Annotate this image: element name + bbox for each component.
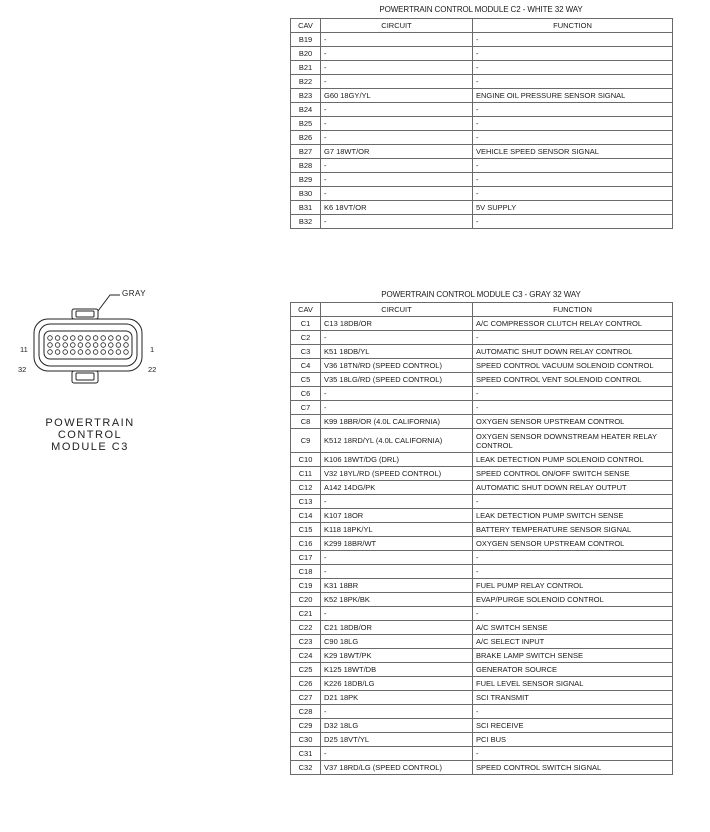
cell-circuit: -: [321, 215, 473, 229]
table-c2-title: POWERTRAIN CONTROL MODULE C2 - WHITE 32 WAY: [379, 5, 583, 14]
pin-number-top-right: 1: [150, 345, 155, 354]
cell-circuit: -: [321, 747, 473, 761]
connector-name-line-1: POWERTRAIN: [45, 417, 135, 429]
cell-circuit: K106 18WT/DG (DRL): [321, 453, 473, 467]
cell-circuit: G7 18WT/OR: [321, 145, 473, 159]
cell-circuit: K299 18BR/WT: [321, 537, 473, 551]
cell-cav: B21: [291, 61, 321, 75]
cell-function: -: [473, 387, 673, 401]
cell-cav: C4: [291, 359, 321, 373]
table-row: [291, 761, 673, 775]
cell-function: FUEL LEVEL SENSOR SIGNAL: [473, 677, 673, 691]
cell-cav: C16: [291, 537, 321, 551]
table-row: [291, 187, 673, 201]
cell-circuit: -: [321, 387, 473, 401]
cell-circuit: K52 18PK/BK: [321, 593, 473, 607]
cell-function: -: [473, 607, 673, 621]
cell-function: -: [473, 117, 673, 131]
cell-function: -: [473, 187, 673, 201]
table-row: [291, 495, 673, 509]
bottom-latch-inner: [76, 373, 94, 380]
cell-cav: B25: [291, 117, 321, 131]
table-row: [291, 621, 673, 635]
cell-circuit: -: [321, 187, 473, 201]
pin-hole: [93, 350, 98, 355]
table-header-row: [291, 303, 673, 317]
pin-hole: [55, 350, 60, 355]
cell-circuit: D32 18LG: [321, 719, 473, 733]
cell-cav: C18: [291, 565, 321, 579]
cell-cav: C32: [291, 761, 321, 775]
table-row: [291, 345, 673, 359]
pin-hole: [124, 336, 129, 341]
cell-circuit: K107 18OR: [321, 509, 473, 523]
cell-function: SPEED CONTROL VENT SOLENOID CONTROL: [473, 373, 673, 387]
cell-function: -: [473, 131, 673, 145]
cell-circuit: -: [321, 551, 473, 565]
cell-function: -: [473, 565, 673, 579]
table-c2-body: [291, 33, 673, 229]
cell-cav: C21: [291, 607, 321, 621]
cell-circuit: -: [321, 75, 473, 89]
cell-function: GENERATOR SOURCE: [473, 663, 673, 677]
cell-circuit: K118 18PK/YL: [321, 523, 473, 537]
table-row: [291, 117, 673, 131]
pin-hole: [86, 350, 91, 355]
connector-shell-inner: [39, 324, 137, 366]
cell-cav: B19: [291, 33, 321, 47]
table-c2: [290, 18, 673, 229]
cell-cav: B24: [291, 103, 321, 117]
pin-holes: [48, 336, 129, 355]
cell-circuit: -: [321, 117, 473, 131]
cell-function: SCI TRANSMIT: [473, 691, 673, 705]
cell-circuit: K512 18RD/YL (4.0L CALIFORNIA): [321, 429, 473, 453]
header-function: FUNCTION: [473, 303, 673, 317]
cell-circuit: C21 18DB/OR: [321, 621, 473, 635]
pin-hole: [109, 350, 114, 355]
table-row: [291, 579, 673, 593]
cell-cav: C10: [291, 453, 321, 467]
table-row: [291, 663, 673, 677]
cell-function: VEHICLE SPEED SENSOR SIGNAL: [473, 145, 673, 159]
cell-circuit: V35 18LG/RD (SPEED CONTROL): [321, 373, 473, 387]
connector-color-label: GRAY: [122, 289, 147, 298]
table-row: [291, 429, 673, 453]
cell-cav: C12: [291, 481, 321, 495]
table-row: [291, 523, 673, 537]
cell-circuit: D21 18PK: [321, 691, 473, 705]
table-row: [291, 159, 673, 173]
cell-cav: C2: [291, 331, 321, 345]
cell-cav: B23: [291, 89, 321, 103]
table-row: [291, 331, 673, 345]
cell-function: EVAP/PURGE SOLENOID CONTROL: [473, 593, 673, 607]
cell-function: -: [473, 495, 673, 509]
table-row: [291, 33, 673, 47]
cell-function: A/C COMPRESSOR CLUTCH RELAY CONTROL: [473, 317, 673, 331]
pin-number-top-left: 11: [20, 345, 28, 354]
cell-circuit: K6 18VT/OR: [321, 201, 473, 215]
pin-hole: [124, 350, 129, 355]
cell-function: OXYGEN SENSOR UPSTREAM CONTROL: [473, 537, 673, 551]
cell-cav: C24: [291, 649, 321, 663]
pin-hole: [78, 336, 83, 341]
table-row: [291, 691, 673, 705]
cell-cav: B32: [291, 215, 321, 229]
table-row: [291, 467, 673, 481]
cell-function: LEAK DETECTION PUMP SWITCH SENSE: [473, 509, 673, 523]
cell-function: A/C SELECT INPUT: [473, 635, 673, 649]
pin-hole: [101, 350, 106, 355]
pin-hole: [71, 336, 76, 341]
table-c3-title: POWERTRAIN CONTROL MODULE C3 - GRAY 32 WAY: [381, 290, 581, 299]
table-row: [291, 453, 673, 467]
table-row: [291, 47, 673, 61]
cell-function: FUEL PUMP RELAY CONTROL: [473, 579, 673, 593]
header-function: FUNCTION: [473, 19, 673, 33]
cell-circuit: V32 18YL/RD (SPEED CONTROL): [321, 467, 473, 481]
table-c3: [290, 302, 673, 775]
cell-cav: C23: [291, 635, 321, 649]
table-row: [291, 61, 673, 75]
cell-circuit: -: [321, 159, 473, 173]
pin-hole: [71, 343, 76, 348]
cell-cav: C5: [291, 373, 321, 387]
table-row: [291, 537, 673, 551]
header-circuit: CIRCUIT: [321, 303, 473, 317]
cell-function: -: [473, 747, 673, 761]
cell-cav: B22: [291, 75, 321, 89]
cell-circuit: -: [321, 47, 473, 61]
table-row: [291, 387, 673, 401]
cell-function: -: [473, 173, 673, 187]
cell-function: -: [473, 33, 673, 47]
pin-hole: [124, 343, 129, 348]
cell-function: OXYGEN SENSOR UPSTREAM CONTROL: [473, 415, 673, 429]
table-row: [291, 635, 673, 649]
cell-function: A/C SWITCH SENSE: [473, 621, 673, 635]
cell-circuit: G60 18GY/YL: [321, 89, 473, 103]
pin-hole: [78, 350, 83, 355]
cell-cav: C7: [291, 401, 321, 415]
cell-function: -: [473, 103, 673, 117]
cell-cav: C31: [291, 747, 321, 761]
table-row: [291, 401, 673, 415]
cell-cav: B29: [291, 173, 321, 187]
pin-hole: [48, 350, 53, 355]
cell-function: -: [473, 61, 673, 75]
cell-cav: C6: [291, 387, 321, 401]
pin-hole: [116, 350, 121, 355]
cavity-block: [44, 331, 132, 359]
cell-circuit: -: [321, 331, 473, 345]
pin-hole: [93, 343, 98, 348]
pin-number-bottom-left: 32: [18, 365, 27, 374]
cell-cav: C28: [291, 705, 321, 719]
cell-cav: B31: [291, 201, 321, 215]
gray-leader-line: [98, 295, 120, 311]
cell-cav: C8: [291, 415, 321, 429]
cell-function: BRAKE LAMP SWITCH SENSE: [473, 649, 673, 663]
pin-hole: [78, 343, 83, 348]
pin-hole: [86, 343, 91, 348]
header-circuit: CIRCUIT: [321, 19, 473, 33]
cell-circuit: D25 18VT/YL: [321, 733, 473, 747]
cell-cav: C13: [291, 495, 321, 509]
pin-hole: [86, 336, 91, 341]
table-row: [291, 481, 673, 495]
cell-cav: C9: [291, 429, 321, 453]
pin-hole: [93, 336, 98, 341]
table-row: [291, 607, 673, 621]
cell-cav: B20: [291, 47, 321, 61]
cell-circuit: -: [321, 33, 473, 47]
cell-function: -: [473, 159, 673, 173]
cell-cav: B27: [291, 145, 321, 159]
cell-cav: C17: [291, 551, 321, 565]
cell-cav: C14: [291, 509, 321, 523]
cell-function: PCI BUS: [473, 733, 673, 747]
cell-cav: C22: [291, 621, 321, 635]
cell-circuit: -: [321, 61, 473, 75]
pin-hole: [55, 336, 60, 341]
cell-cav: C20: [291, 593, 321, 607]
cell-circuit: -: [321, 401, 473, 415]
cell-cav: B26: [291, 131, 321, 145]
pin-hole: [48, 336, 53, 341]
cell-function: AUTOMATIC SHUT DOWN RELAY OUTPUT: [473, 481, 673, 495]
cell-circuit: -: [321, 131, 473, 145]
pin-hole: [116, 336, 121, 341]
cell-circuit: -: [321, 495, 473, 509]
table-row: [291, 131, 673, 145]
table-row: [291, 509, 673, 523]
connector-c3-diagram: [10, 283, 170, 413]
cell-function: -: [473, 331, 673, 345]
cell-function: LEAK DETECTION PUMP SOLENOID CONTROL: [473, 453, 673, 467]
cell-circuit: K29 18WT/PK: [321, 649, 473, 663]
table-row: [291, 415, 673, 429]
cell-cav: C11: [291, 467, 321, 481]
cell-function: -: [473, 47, 673, 61]
table-row: [291, 173, 673, 187]
table-row: [291, 89, 673, 103]
header-cav: CAV: [291, 303, 321, 317]
table-row: [291, 565, 673, 579]
cell-function: AUTOMATIC SHUT DOWN RELAY CONTROL: [473, 345, 673, 359]
table-row: [291, 719, 673, 733]
pin-hole: [101, 343, 106, 348]
pin-hole: [63, 336, 68, 341]
pin-hole: [55, 343, 60, 348]
cell-function: BATTERY TEMPERATURE SENSOR SIGNAL: [473, 523, 673, 537]
table-row: [291, 551, 673, 565]
cell-circuit: K51 18DB/YL: [321, 345, 473, 359]
cell-circuit: V37 18RD/LG (SPEED CONTROL): [321, 761, 473, 775]
connector-name-line-3: MODULE C3: [51, 441, 129, 453]
cell-circuit: C13 18DB/OR: [321, 317, 473, 331]
table-row: [291, 103, 673, 117]
cell-function: -: [473, 551, 673, 565]
cell-circuit: K31 18BR: [321, 579, 473, 593]
cell-cav: C27: [291, 691, 321, 705]
table-row: [291, 705, 673, 719]
table-row: [291, 593, 673, 607]
cell-cav: C19: [291, 579, 321, 593]
cell-circuit: -: [321, 173, 473, 187]
pin-hole: [101, 336, 106, 341]
cell-function: 5V SUPPLY: [473, 201, 673, 215]
cell-cav: B30: [291, 187, 321, 201]
cell-circuit: C90 18LG: [321, 635, 473, 649]
cell-circuit: K125 18WT/DB: [321, 663, 473, 677]
cell-function: -: [473, 705, 673, 719]
cell-function: SPEED CONTROL VACUUM SOLENOID CONTROL: [473, 359, 673, 373]
cell-circuit: -: [321, 705, 473, 719]
cell-cav: C3: [291, 345, 321, 359]
cell-cav: C30: [291, 733, 321, 747]
cell-circuit: K99 18BR/OR (4.0L CALIFORNIA): [321, 415, 473, 429]
table-row: [291, 649, 673, 663]
table-row: [291, 75, 673, 89]
connector-shell: [34, 319, 142, 371]
cell-function: ENGINE OIL PRESSURE SENSOR SIGNAL: [473, 89, 673, 103]
table-row: [291, 215, 673, 229]
table-row: [291, 733, 673, 747]
table-row: [291, 373, 673, 387]
cell-function: SPEED CONTROL SWITCH SIGNAL: [473, 761, 673, 775]
cell-cav: C15: [291, 523, 321, 537]
cell-function: OXYGEN SENSOR DOWNSTREAM HEATER RELAY CONTROL: [473, 429, 673, 453]
cell-circuit: -: [321, 565, 473, 579]
table-row: [291, 677, 673, 691]
table-header-row: [291, 19, 673, 33]
cell-function: SPEED CONTROL ON/OFF SWITCH SENSE: [473, 467, 673, 481]
table-c3-body: [291, 317, 673, 775]
cell-cav: C25: [291, 663, 321, 677]
pin-hole: [63, 350, 68, 355]
cell-circuit: -: [321, 607, 473, 621]
cell-circuit: V36 18TN/RD (SPEED CONTROL): [321, 359, 473, 373]
pin-hole: [48, 343, 53, 348]
header-cav: CAV: [291, 19, 321, 33]
cell-function: SCI RECEIVE: [473, 719, 673, 733]
table-row: [291, 145, 673, 159]
cell-function: -: [473, 215, 673, 229]
cell-circuit: K226 18DB/LG: [321, 677, 473, 691]
pin-hole: [71, 350, 76, 355]
cell-function: -: [473, 401, 673, 415]
cell-circuit: A142 14DG/PK: [321, 481, 473, 495]
cell-cav: C1: [291, 317, 321, 331]
table-row: [291, 359, 673, 373]
cell-circuit: -: [321, 103, 473, 117]
connector-name-line-2: CONTROL: [57, 429, 123, 441]
table-row: [291, 201, 673, 215]
pin-hole: [116, 343, 121, 348]
cell-cav: B28: [291, 159, 321, 173]
pin-hole: [109, 343, 114, 348]
pin-hole: [109, 336, 114, 341]
table-row: [291, 747, 673, 761]
pin-number-bottom-right: 22: [148, 365, 157, 374]
cell-cav: C29: [291, 719, 321, 733]
table-row: [291, 317, 673, 331]
cell-cav: C26: [291, 677, 321, 691]
pin-hole: [63, 343, 68, 348]
top-latch-inner: [76, 311, 94, 317]
cell-function: -: [473, 75, 673, 89]
connector-name: [30, 417, 150, 453]
